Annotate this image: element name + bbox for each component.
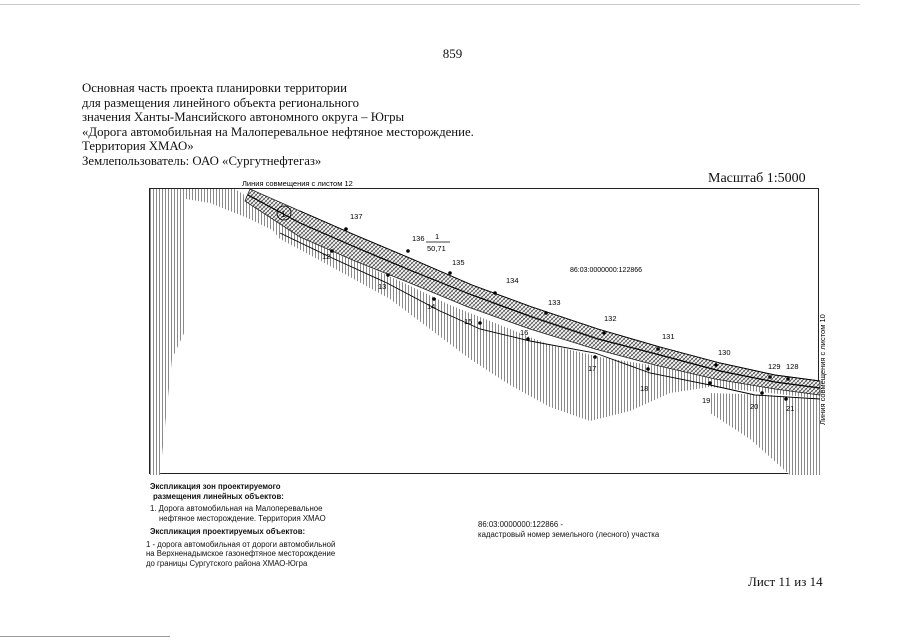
turning-point-upper-marker: [656, 347, 660, 351]
turning-point-upper-marker: [406, 249, 410, 253]
turning-point-upper-marker: [493, 291, 497, 295]
turning-point-lower-label: 21: [786, 404, 795, 413]
turning-point-lower-marker: [432, 297, 436, 301]
hatched-zone-left: [150, 189, 186, 475]
turning-point-upper-label: 129: [768, 362, 781, 371]
cadastral-note-line-2: кадастровый номер земельного (лесного) участка: [478, 529, 660, 539]
legend-objects-title: Экспликация проектируемых объектов:: [150, 527, 306, 536]
sheet-number: Лист 11 из 14: [748, 574, 823, 589]
page-number: 859: [442, 46, 463, 61]
turning-point-upper-marker: [786, 377, 790, 381]
turning-point-lower-marker: [646, 367, 650, 371]
document-header: [82, 81, 474, 169]
hatched-zone-right: [710, 393, 820, 475]
turning-point-lower-label: 13: [378, 282, 387, 291]
header-line: Основная часть проекта планировки территории: [82, 81, 347, 95]
header-line: Территория ХМАО»: [82, 139, 194, 154]
turning-point-upper-label: 128: [786, 362, 799, 371]
turning-point-lower-marker: [708, 381, 712, 385]
turning-point-upper-marker: [602, 331, 606, 335]
header-line: «Дорога автомобильная на Малоперевальное нефтяное месторождение.: [82, 124, 474, 139]
legend-zones: [150, 482, 326, 523]
turning-point-lower-label: 19: [702, 396, 711, 405]
turning-point-lower-marker: [760, 391, 764, 395]
turning-point-upper-label: 136: [412, 234, 425, 243]
turning-point-upper-label: 132: [604, 314, 617, 323]
turning-point-lower-marker: [330, 249, 334, 253]
legend-objects-line-1: 1 - дорога автомобильная от дороги автомобильной: [146, 539, 336, 549]
turning-point-lower-label: 12: [322, 252, 331, 261]
turning-point-lower-marker: [386, 273, 390, 277]
map-frame: [149, 179, 827, 474]
turning-point-lower-label: 15: [464, 317, 473, 326]
legend-zones-title-2: размещения линейных объектов:: [153, 491, 284, 501]
turning-point-upper-label: 135: [452, 258, 465, 267]
header-line: значения Ханты-Мансийского автономного округа – Югры: [82, 110, 405, 125]
turning-point-upper-marker: [768, 375, 772, 379]
road-id-top: 1: [435, 232, 440, 241]
turning-point-lower-label: 18: [640, 384, 649, 393]
turning-point-lower-marker: [526, 337, 530, 341]
turning-point-lower-marker: [478, 321, 482, 325]
zone-circle-label: 1: [281, 210, 286, 219]
legend-objects-line-2: на Верхненадымское газонефтяное месторождение: [146, 549, 336, 559]
turning-point-lower-label: 14: [427, 302, 436, 311]
legend-zones-title-1: Экспликация зон проектируемого: [150, 482, 281, 491]
road-id-bottom: 50,71: [427, 244, 446, 253]
turning-point-lower-label: 17: [588, 364, 597, 373]
map-drawing: [150, 179, 827, 475]
legend-zones-item-2: нефтяное месторождение. Территория ХМАО: [159, 513, 326, 523]
top-matchline-label: Линия совмещения с листом 12: [242, 179, 353, 188]
turning-point-upper-label: 133: [548, 298, 561, 307]
turning-point-lower-label: 20: [750, 402, 759, 411]
turning-point-upper-label: 137: [350, 212, 363, 221]
right-matchline-label: Линия совмещения с листом 10: [818, 314, 827, 425]
turning-point-upper-label: 134: [506, 276, 519, 285]
legend-zones-item-1: 1. Дорога автомобильная на Малоперевальное: [150, 504, 323, 514]
turning-point-lower-marker: [593, 355, 597, 359]
header-line: для размещения линейного объекта регионального: [82, 95, 359, 110]
turning-point-upper-marker: [344, 227, 348, 231]
turning-point-lower-label: 16: [520, 328, 529, 337]
turning-point-upper-marker: [448, 271, 452, 275]
cadastral-note: [478, 520, 659, 539]
turning-point-upper-label: 130: [718, 348, 731, 357]
legend-objects-line-3: до границы Сургутского района ХМАО-Югра: [146, 558, 308, 568]
turning-point-upper-marker: [544, 311, 548, 315]
scale-label: Масштаб 1:5000: [708, 171, 806, 186]
cadastral-number-label: 86:03:0000000:122866: [570, 267, 643, 274]
header-line: Землепользователь: ОАО «Сургутнефтегаз»: [82, 153, 322, 168]
turning-point-upper-marker: [714, 363, 718, 367]
turning-point-upper-label: 131: [662, 332, 675, 341]
legend-objects: [146, 527, 336, 568]
turning-point-lower-marker: [784, 397, 788, 401]
scan-noise: [0, 636, 170, 637]
cadastral-note-line-1: 86:03:0000000:122866 -: [478, 520, 563, 529]
scan-noise: [0, 4, 860, 5]
